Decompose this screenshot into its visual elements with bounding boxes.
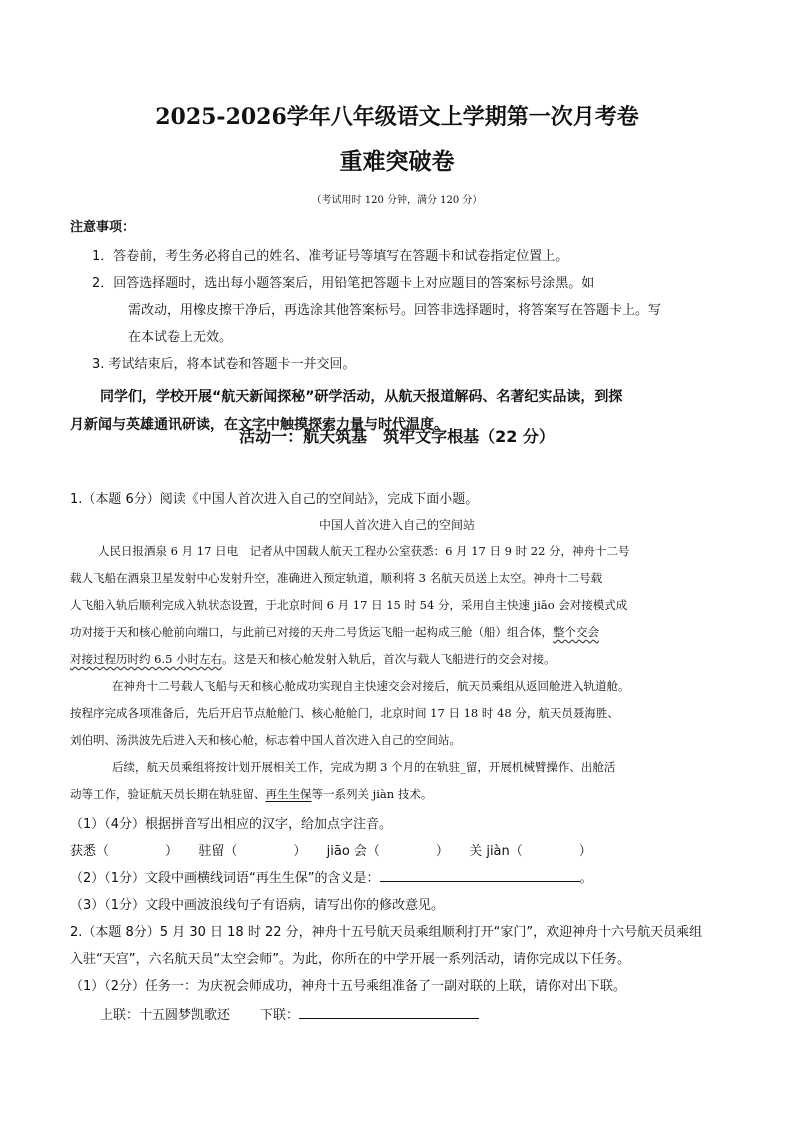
notice-item-2-cont: 需改动，用橡皮擦干净后，再选涂其他答案标号。回答非选择题时，将答案写在答题卡上。写 [128,303,662,318]
q2-sub1: （1）（2分）任务一：为庆祝会师成功，神舟十五号乘组准备了一副对联的上联，请你对出下联。 [70,979,627,994]
article-p1-line4-text: 功对接于天和核心舱前向端口，与此前已对接的天舟二号货运飞船一起构成三舱（船）组合体， [70,625,553,639]
paren-close-3: ） [435,844,449,859]
wavy-sentence-end: 对接过程历时约 6.5 小时左右 [70,652,223,666]
article-p2-line3: 刘伯明、汤洪波先后进入天和核心舱，标志着中国人首次进入自己的空间站。 [70,733,461,747]
q1-stem: 1.（本题 6分）阅读《中国人首次进入自己的空间站》，完成下面小题。 [70,492,479,507]
article-p1-line2: 载人飞船在酒泉卫星发射中心发射升空，准确进入预定轨道，顺利将 3 名航天员送上太空。神舟十二号载 [70,571,603,585]
paren-close-4: ） [578,844,592,859]
couplet-lower-label: 下联： [260,1008,300,1023]
paren-close-2: ） [293,844,307,859]
paren-close-1: ） [165,844,179,859]
word-4: 关 jiàn（ [469,844,523,859]
article-p3-line2 [70,786,432,802]
q2-stem-line1: 2.（本题 8分）5 月 30 日 18 时 22 分，神舟十五号航天员乘组顺利打开“家门”，欢迎神舟十六号航天员乘组 [70,925,703,940]
intro-line-2: 月新闻与英雄通讯研读，在文字中触摸探索力量与时代温度。 [70,417,448,433]
article-p1-line5-text: 。这是天和核心舱发射入轨后，首次与载人飞船进行的交会对接。 [222,652,556,666]
q1-sub3: （3）（1分）文段中画波浪线句子有语病，请写出你的修改意见。 [70,898,445,913]
intro-line-1: 同学们，学校开展“航天新闻探秘”研学活动，从航天报道解码、名著纪实品读，到探 [100,389,623,405]
article-p2-line2: 按程序完成各项准备后，先后开启节点舱舱门、核心舱舱门，北京时间 17 日 18 时 48 分，航天员聂海胜、 [70,706,619,720]
q1-sub2-text: （2）（1分）文段中画横线词语“再生生保”的含义是： [70,871,380,886]
article-p1-line5 [70,651,556,667]
word-1: 获悉（ [70,844,110,859]
pinyin-row [70,840,592,859]
word-3: jiāo 会（ [326,844,380,859]
couplet-row [100,1004,479,1023]
notice-item-1: 1．答卷前，考生务必将自己的姓名、准考证号等填写在答题卡和试卷指定位置上。 [92,249,569,264]
article-p3-line2-end: 等一系列关 jiàn 技术。 [311,787,433,801]
notice-label: 注意事项： [70,220,136,235]
wavy-sentence-start: 整个交会 [553,625,599,639]
article-title: 中国人首次进入自己的空间站 [318,518,475,532]
article-p1-line3: 人飞船入轨后顺利完成入轨状态设置，于北京时间 6 月 17 日 15 时 54 分，采用自主快速 jiāo 会对接模式成 [70,598,628,612]
underlined-term: 再生生保 [265,787,312,801]
q1-sub1: （1）（4分）根据拼音写出相应的汉字，给加点字注音。 [70,817,393,832]
article-p3-line1: 后续，航天员乘组将按计划开展相关工作，完成为期 3 个月的在轨驻_留，开展机械臂操作、出舱活 [112,760,616,774]
article-p1-line4 [70,624,599,640]
q2-stem-line2: 入驻“天宫”，六名航天员“太空会师”。为此，你所在的中学开展一系列活动，请你完成以下任务。 [70,952,630,967]
article-p3-line2-text: 动等工作，验证航天员长期在轨驻留、 [70,787,266,801]
q1-sub2-period: 。 [579,871,593,886]
answer-line-couplet[interactable] [299,1004,479,1019]
article-p2-line1: 在神舟十二号载人飞船与天和核心舱成功实现自主快速交会对接后，航天员乘组从返回舱进入轨道舱。 [112,679,630,693]
exam-info: （考试用时 120 分钟，满分 120 分） [311,195,483,206]
activity-heading: 活动一：航天筑基 筑牢文字根基（22 分） [239,427,555,446]
notice-item-3: 3. 考试结束后，将本试卷和答题卡一并交回。 [92,357,356,372]
notice-item-2: 2．回答选择题时，选出每小题答案后，用铅笔把答题卡上对应题目的答案标号涂黑。如 [92,276,595,291]
answer-line-sub2[interactable] [380,867,580,882]
exam-subtitle: 重难突破卷 [339,148,455,175]
article-p1-line1: 人民日报酒泉 6 月 17 日电 记者从中国载人航天工程办公室获悉：6 月 17 日 9 时 22 分，神舟十二号 [98,544,630,558]
q1-sub2 [70,867,593,886]
couplet-upper: 上联：十五圆梦凯歌还 [100,1008,231,1023]
word-2: 驻留（ [198,844,238,859]
exam-title: 2025-2026学年八年级语文上学期第一次月考卷 [155,104,639,130]
notice-item-2-end: 在本试卷上无效。 [128,330,233,345]
